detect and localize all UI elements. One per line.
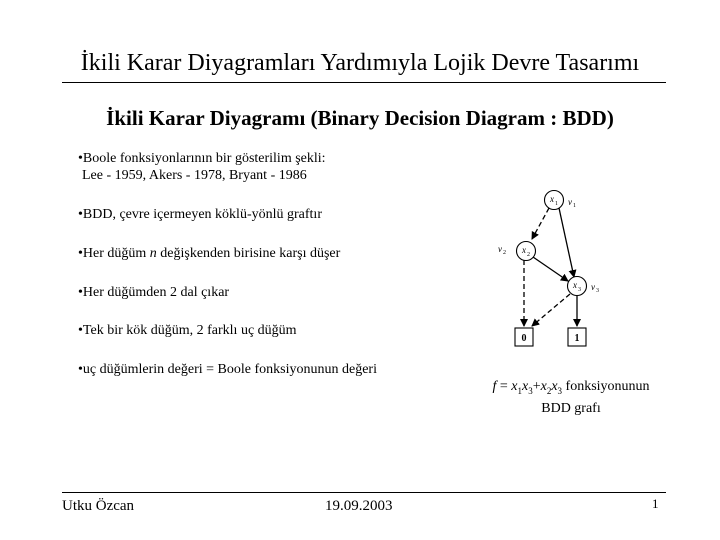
footer-author: Utku Özcan [62,498,135,514]
formula-subscript: 3 [528,385,533,396]
footer-date: 19.09.2003 [325,498,393,514]
graph-caption [456,378,686,418]
edge-x3-zero-low [532,294,570,326]
formula-equals: = [496,379,512,394]
node-x3-label: x [573,280,577,290]
node-x3 [568,277,587,296]
bullet-node-variable [78,245,340,262]
caption-formula-line [456,378,686,400]
bullet-two-branches: •Her düğümden 2 dal çıkar [78,285,230,300]
terminal-zero [515,328,533,346]
terminal-one-label: 1 [574,333,580,344]
caption-suffix: fonksiyonunun [562,379,650,394]
bullet-text: •Boole fonksiyonlarının bir gösterilim şekli: [78,151,326,166]
v1-subscript: 1 [573,203,576,209]
v1-label: v [568,197,572,207]
footer-divider [62,492,666,493]
edge-x1-x2-low [532,208,549,239]
slide-title: İkili Karar Diyagramları Yardımıyla Lojik Devre Tasarımı [80,50,640,76]
variable-n: n [149,246,157,261]
node-x1-label: x [550,194,554,204]
bullet-subline: Lee - 1959, Akers - 1978, Bryant - 1986 [82,168,307,183]
node-x2 [517,242,536,261]
formula-subscript: 1 [517,385,522,396]
bdd-graph [470,180,620,360]
node-x2-label: x [522,245,526,255]
formula-term: x [551,379,558,394]
node-x1 [545,191,564,210]
bullet-terminal-values: •uç düğümlerin değeri = Boole fonksiyonunun değeri [78,362,377,377]
formula-subscript: 2 [546,385,552,396]
bullet-root-terminals: •Tek bir kök düğüm, 2 farklı uç düğüm [78,323,297,338]
slide-subtitle: İkili Karar Diyagramı (Binary Decision Diagram : BDD) [106,106,614,130]
terminal-one [568,328,586,346]
bullet-text: değişkenden birisine karşı düşer [156,246,341,261]
formula-subscript: 3 [557,385,563,396]
formula-term: x [521,379,529,394]
bullet-text: •Her düğüm [78,246,150,261]
node-label-v2 [498,244,506,256]
node-x2-subscript: 2 [527,252,530,258]
edge-x1-x3-high [559,208,574,277]
node-label-v1 [568,197,576,209]
bullet-bdd-definition: •BDD, çevre içermeyen köklü-yönlü graftır [78,207,322,222]
formula-f: f [492,379,497,394]
formula-term: x [511,379,518,394]
title-divider [62,82,666,83]
v2-subscript: 2 [503,250,506,256]
formula-plus: + [532,379,541,394]
terminal-zero-label: 0 [521,333,527,344]
v3-label: v [591,282,595,292]
formula-term: x [540,379,547,394]
v2-label: v [498,244,502,254]
node-x1-subscript: 1 [555,201,558,207]
page-number: 1 [652,496,659,511]
node-x3-subscript: 3 [578,287,581,293]
v3-subscript: 3 [596,288,599,294]
edge-x2-x3-high [533,257,568,281]
node-label-v3 [591,282,599,294]
caption-line2: BDD grafı [541,400,601,416]
bullet-boole-representation [78,150,326,184]
